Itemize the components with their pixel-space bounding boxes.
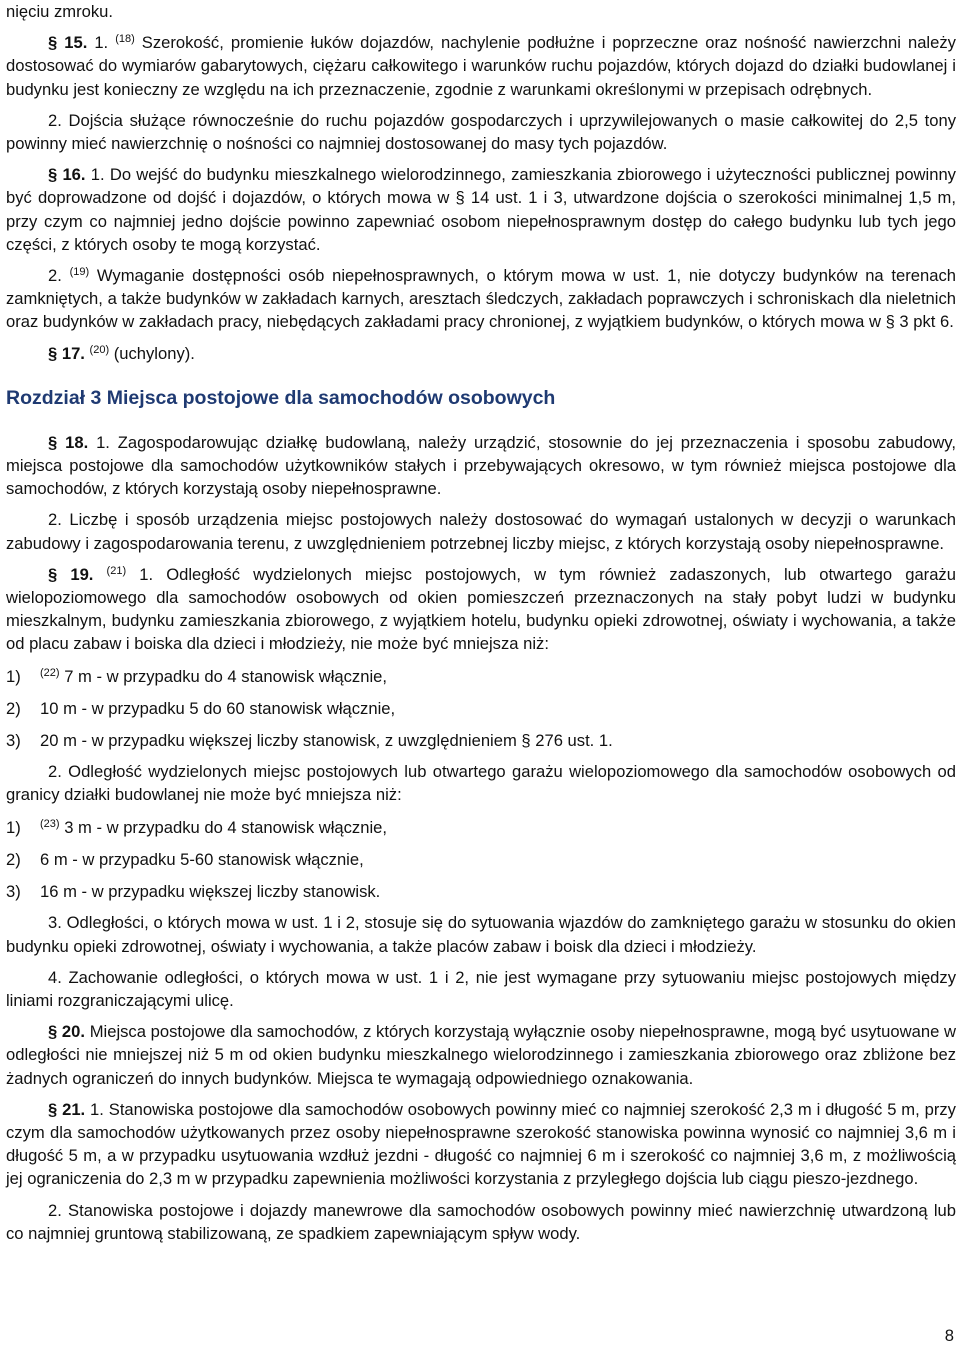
paragraph-s18-1: § 18. 1. Zagospodarowując działkę budowlaną, należy urządzić, stosownie do jej przeznaczenia i sposobu zabudowy, miejsca postojowe dla samochodów użytkowników stałych i przebywających okresowo, w tym również miejsca postojowe dla samochodów, z których korzystają osoby niepełnosprawne. bbox=[6, 432, 956, 499]
section-number: § 17. bbox=[48, 343, 85, 363]
paragraph-s16-1: § 16. 1. Do wejść do budynku mieszkalnego wielorodzinnego, zamieszkania zbiorowego i użyteczności publicznej powinny być doprowadzone od dojść i dojazdów, o których mowa w § 14 ust. 1 i 3, utwardzone dojścia o szerokości minimalnej 1,5 m, przy czym co najmniej jedno dojście powinno zapewniać osobom niepełnosprawnym dostęp do całego budynku lub tych jego części, z których osoby te mogą korzystać. bbox=[6, 165, 956, 254]
paragraph-s21-2: 2. Stanowiska postojowe i dojazdy manewrowe dla samochodów osobowych powinny mieć nawierzchnię utwardzoną lub co najmniej gruntową stabilizowaną, ze spadkiem zapewniającym spływ wody. bbox=[6, 1200, 956, 1243]
list-item: 3) 16 m - w przypadku większej liczby stanowisk. bbox=[6, 882, 381, 902]
document-page bbox=[6, 0, 956, 1245]
paragraph-s19-2: 2. Odległość wydzielonych miejsc postojowych lub otwartego garażu wielopoziomowego dla samochodów osobowych od granicy działki budowlanej nie może być mniejsza niż: bbox=[6, 762, 956, 805]
section-number: § 15. bbox=[48, 33, 88, 53]
paragraph-s17: § 17. $^{(20)}$ (uchylony). bbox=[48, 343, 195, 363]
section-number: § 18. bbox=[48, 432, 89, 452]
footnote-ref[interactable]: (18) bbox=[115, 33, 135, 46]
list-item: 1) $^{(23)}$ 3 m - w przypadku do 4 stanowisk włącznie, bbox=[6, 817, 387, 837]
paragraph-s19-4: 4. Zachowanie odległości, o których mowa w ust. 1 i 2, nie jest wymagane przy sytuowaniu miejsc postojowych między liniami rozgraniczającymi ulicę. bbox=[6, 967, 956, 1010]
page-number: 8 bbox=[944, 1326, 954, 1345]
list-item: 1) $^{(22)}$ 7 m - w przypadku do 4 stanowisk włącznie, bbox=[6, 666, 387, 686]
section-number: § 20. bbox=[48, 1022, 85, 1042]
paragraph-s18-2: 2. Liczbę i sposób urządzenia miejsc postojowych należy dostosować do wymagań ustalonych w decyzji o warunkach zabudowy i zagospodarowania terenu, z uwzględnieniem potrzebnej liczby miejsc, z których korzystają osoby niepełnosprawne. bbox=[6, 510, 956, 553]
chapter-heading: Rozdział 3 Miejsca postojowe dla samochodów osobowych bbox=[6, 386, 556, 409]
section-number: § 19. bbox=[48, 564, 94, 584]
section-number: § 16. bbox=[48, 165, 86, 185]
section-number: § 21. bbox=[48, 1099, 86, 1119]
paragraph-s15-2: 2. Dojścia służące równocześnie do ruchu pojazdów gospodarczych i uprzywilejowanych o masie całkowitej do 2,5 tony powinny mieć nawierzchnię o nośności co najmniej dostosowanej do masy tych pojazdów. bbox=[6, 110, 956, 154]
list-item: 3) 20 m - w przypadku większej liczby stanowisk, z uwzględnieniem § 276 ust. 1. bbox=[6, 731, 613, 751]
paragraph-s19-1: § 19. $^{(21)}$ 1. Odległość wydzielonych miejsc postojowych, w tym również zadaszonych, lub otwartego garażu wielopoziomowego dla samochodów osobowych od okien pomieszczeń przeznaczonych na stały pobyt ludzi w budynku mieszkalnym, budynku zamieszkania zbiorowego, z wyjątkiem hotelu, budynku opieki zdrowotnej, oświaty i wychowania, a także od placu zabaw i boiska dla dzieci i młodzieży, nie może być mniejsza niż: bbox=[6, 564, 956, 654]
paragraph-s19-3: 3. Odległości, o których mowa w ust. 1 i 2, stosuje się do sytuowania wjazdów do zamkniętego garażu w stosunku do okien budynku opieki zdrowotnej, oświaty i wychowania, a także placów zabaw i boisk dla dzieci i młodzieży. bbox=[6, 913, 956, 956]
paragraph-s21-1: § 21. 1. Stanowiska postojowe dla samochodów osobowych powinny mieć co najmniej szerokość 2,3 m i długość 5 m, przy czym dla samochodów użytkowanych przez osoby niepełnosprawne szerokość stanowiska powinna wynosić co najmniej 3,6 m i długość 5 m, a w przypadku usytuowania wzdłuż jezdni - długość co najmniej 6 m i szerokość co najmniej 3,6 m, z możliwością jej ograniczenia do 2,3 m w przypadku zapewnienia możliwości korzystania z przyległego dojścia lub ciągu pieszo-jezdnego. bbox=[6, 1099, 956, 1189]
footnote-ref[interactable]: (21) bbox=[106, 564, 127, 577]
list-item: 2) 6 m - w przypadku 5-60 stanowisk włącznie, bbox=[6, 849, 364, 869]
list-item: 2) 10 m - w przypadku 5 do 60 stanowisk włącznie, bbox=[6, 698, 396, 718]
footnote-ref[interactable]: (22) bbox=[40, 666, 60, 679]
paragraph-carryover: nięciu zmroku. bbox=[6, 2, 113, 21]
footnote-ref[interactable]: (19) bbox=[69, 266, 90, 279]
paragraph-s16-2: 2. $^{(19)}$ Wymaganie dostępności osób niepełnosprawnych, o którym mowa w ust. 1, nie dotyczy budynków na terenach zamkniętych, a także budynków w zakładach karnych, aresztach śledczych, zakładach poprawczych i schroniskach dla nieletnich oraz budynków w zakładach pracy, niebędących zakładami pracy chronionej, z wyjątkiem budynków, o których mowa w § 3 pkt 6. bbox=[6, 266, 956, 332]
footnote-ref[interactable]: (23) bbox=[40, 817, 60, 830]
paragraph-s15-1: § 15. 1. $^{(18)}$ Szerokość, promienie łuków dojazdów, nachylenie podłużne i poprzeczne oraz nośność nawierzchni należy dostosować do wymiarów gabarytowych, ciężaru całkowitego i warunków ruchu pojazdów, których dojazd do działki budowlanej i budynku jest konieczny ze względu na ich przeznaczenie, zgodnie z warunkami określonymi w przepisach odrębnych. bbox=[6, 33, 956, 99]
footnote-ref[interactable]: (20) bbox=[89, 343, 110, 356]
paragraph-s20: § 20. Miejsca postojowe dla samochodów, z których korzystają wyłącznie osoby niepełnosprawne, mogą być usytuowane w odległości nie mniejszej niż 5 m od okien budynku mieszkalnego wielorodzinnego i zamieszkania zbiorowego oraz zbliżone bez żadnych ograniczeń do innych budynków. Miejsca te wymagają odpowiedniego oznakowania. bbox=[6, 1022, 956, 1088]
